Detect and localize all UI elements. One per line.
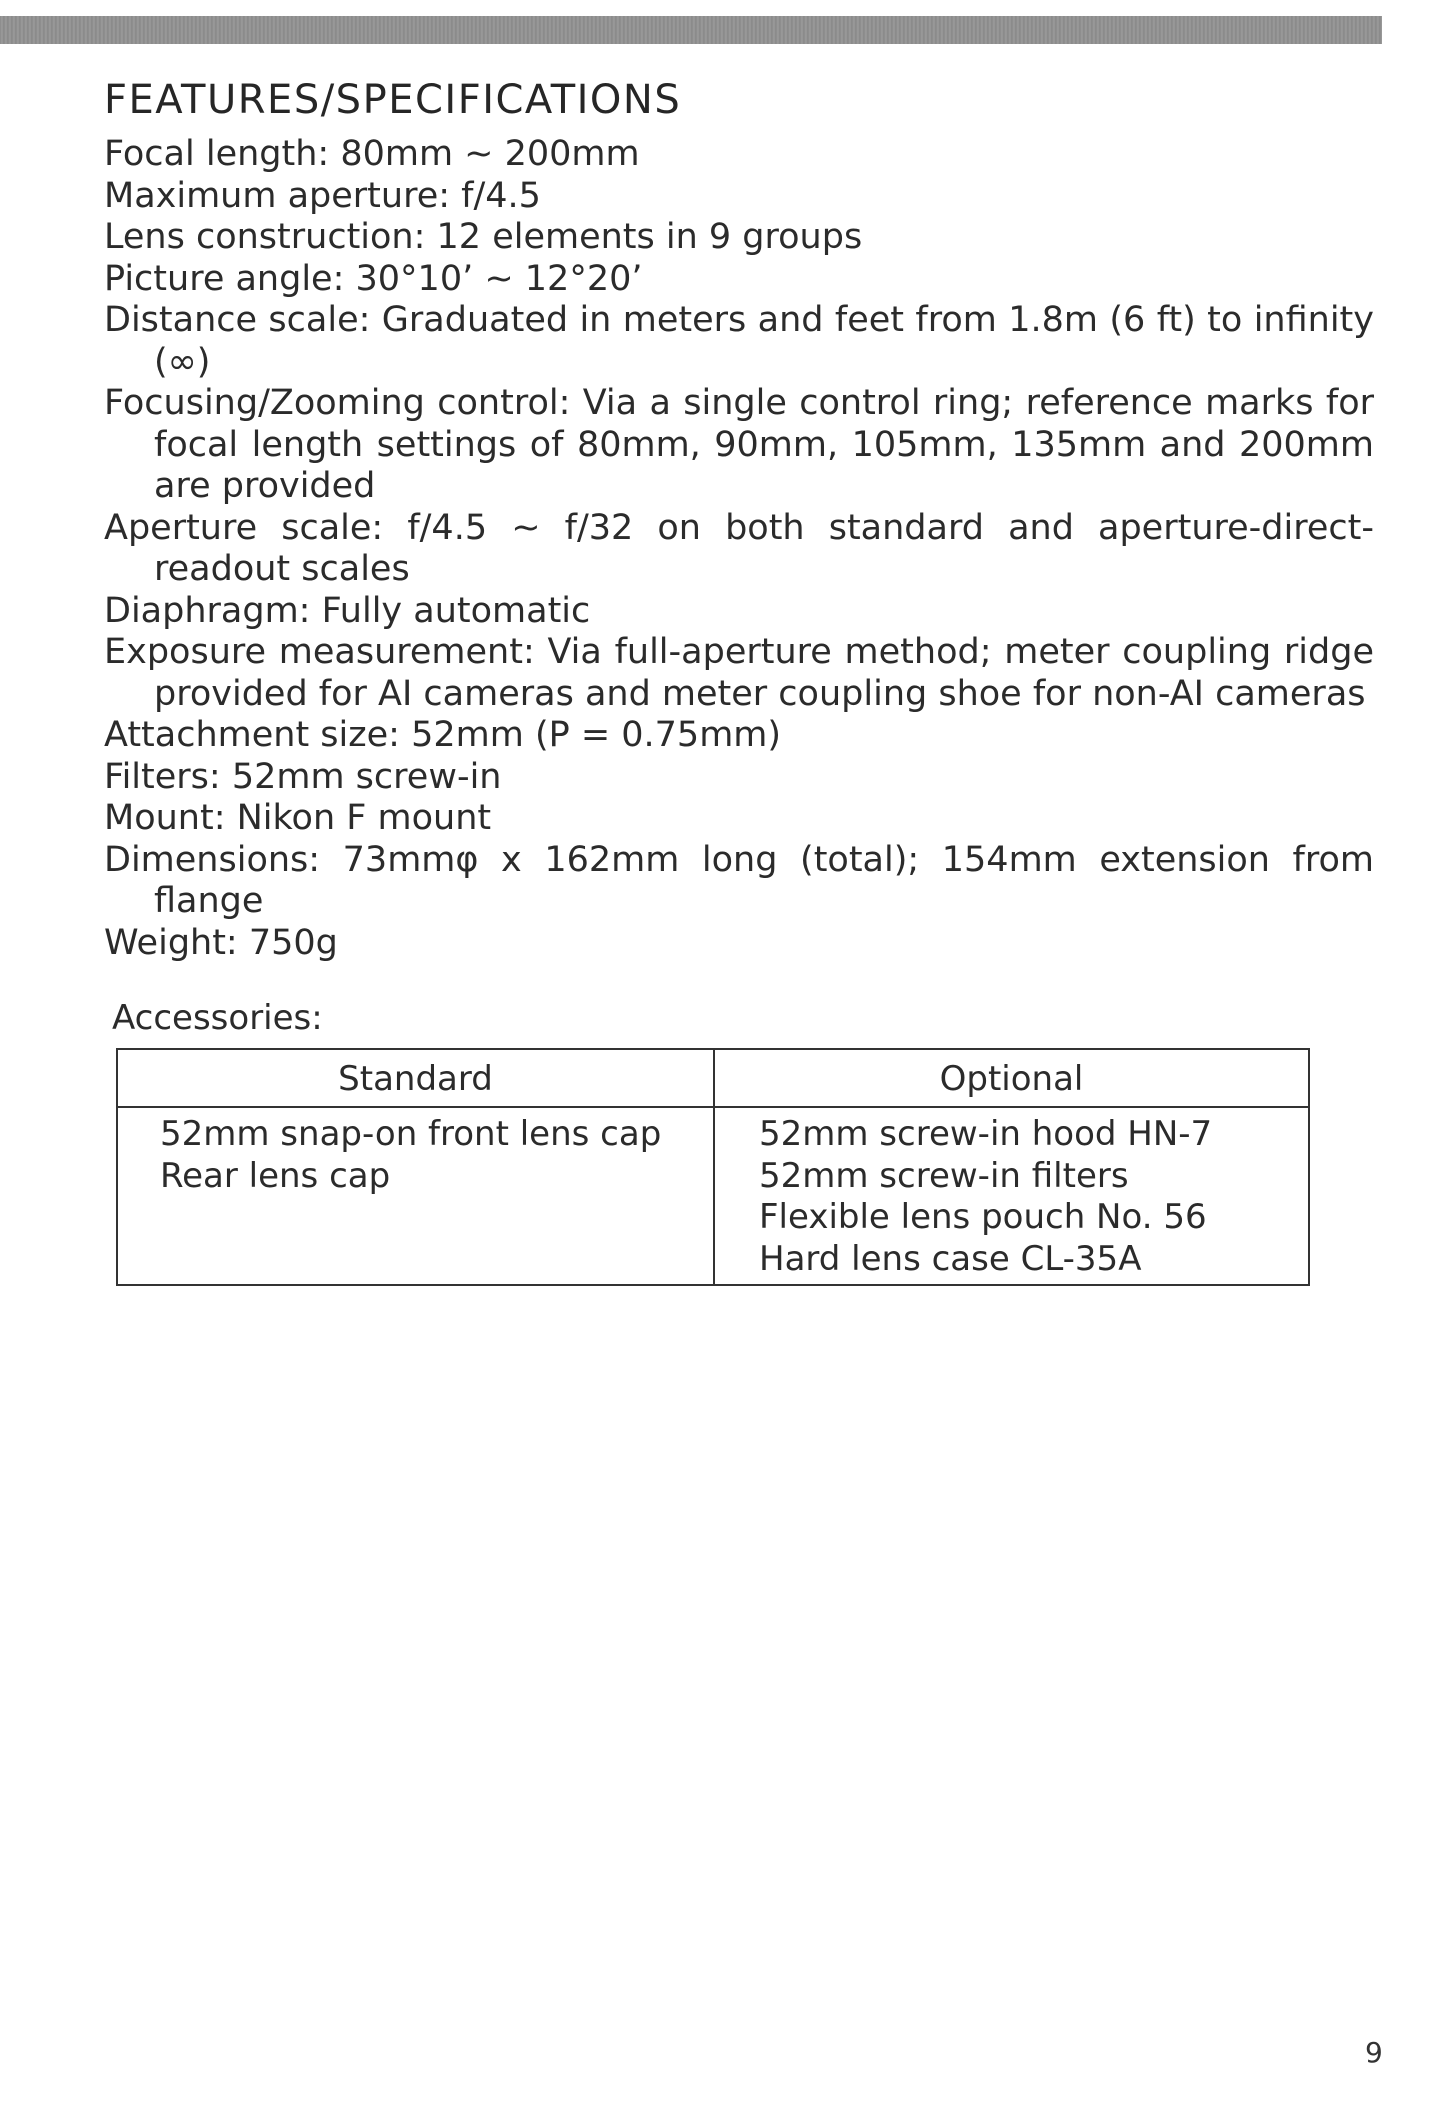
spec-maximum-aperture: Maximum aperture: f/4.5: [104, 175, 541, 216]
spec-focusing-zooming-control: Focusing/Zooming control: Via a single control ring; reference marks for focal length settings of 80mm, 90mm, 105mm, 135mm and 200mm are provided: [104, 383, 1374, 506]
page-number: 9: [1365, 2036, 1383, 2069]
specifications-section: [104, 68, 1374, 964]
spec-filters: Filters: 52mm screw-in: [104, 756, 502, 797]
spec-dimensions: Dimensions: 73mmφ x 162mm long (total); 154mm extension from flange: [104, 839, 1374, 921]
standard-items: [118, 1108, 713, 1197]
spec-attachment-size: Attachment size: 52mm (P = 0.75mm): [104, 715, 782, 755]
list-item: 52mm snap-on front lens cap: [160, 1114, 662, 1154]
list-item: Flexible lens pouch No. 56: [759, 1197, 1207, 1237]
list-item: Rear lens cap: [160, 1155, 391, 1196]
spec-picture-angle: Picture angle: 30°10’ ~ 12°20’: [104, 258, 643, 299]
optional-header: Optional: [715, 1050, 1308, 1108]
spec-aperture-scale: Aperture scale: f/4.5 ~ f/32 on both standard and aperture-direct-readout scales: [104, 507, 1374, 589]
optional-items: [715, 1108, 1308, 1280]
spec-exposure-measurement: Exposure measurement: Via full-aperture method; meter coupling ridge provided for AI cameras and meter coupling shoe for non-AI cameras: [104, 632, 1374, 714]
standard-column: [118, 1050, 715, 1284]
accessories-title: Accessories:: [112, 998, 323, 1038]
spec-list: [104, 134, 1374, 964]
list-item: 52mm screw-in filters: [759, 1155, 1129, 1196]
list-item: 52mm screw-in hood HN-7: [759, 1114, 1213, 1154]
spec-weight: Weight: 750g: [104, 922, 338, 963]
optional-column: [715, 1050, 1308, 1284]
spec-mount: Mount: Nikon F mount: [104, 798, 492, 838]
list-item: Hard lens case CL-35A: [759, 1238, 1142, 1279]
spec-lens-construction: Lens construction: 12 elements in 9 groups: [104, 217, 863, 257]
spec-focal-length: Focal length: 80mm ~ 200mm: [104, 134, 640, 174]
accessories-table: [116, 1048, 1310, 1286]
spec-diaphragm: Diaphragm: Fully automatic: [104, 590, 591, 631]
top-scan-band: [0, 16, 1382, 44]
page-heading: FEATURES/SPECIFICATIONS: [104, 77, 682, 123]
spec-distance-scale: Distance scale: Graduated in meters and feet from 1.8m (6 ft) to infinity (∞): [104, 300, 1374, 382]
standard-header: Standard: [118, 1050, 713, 1108]
